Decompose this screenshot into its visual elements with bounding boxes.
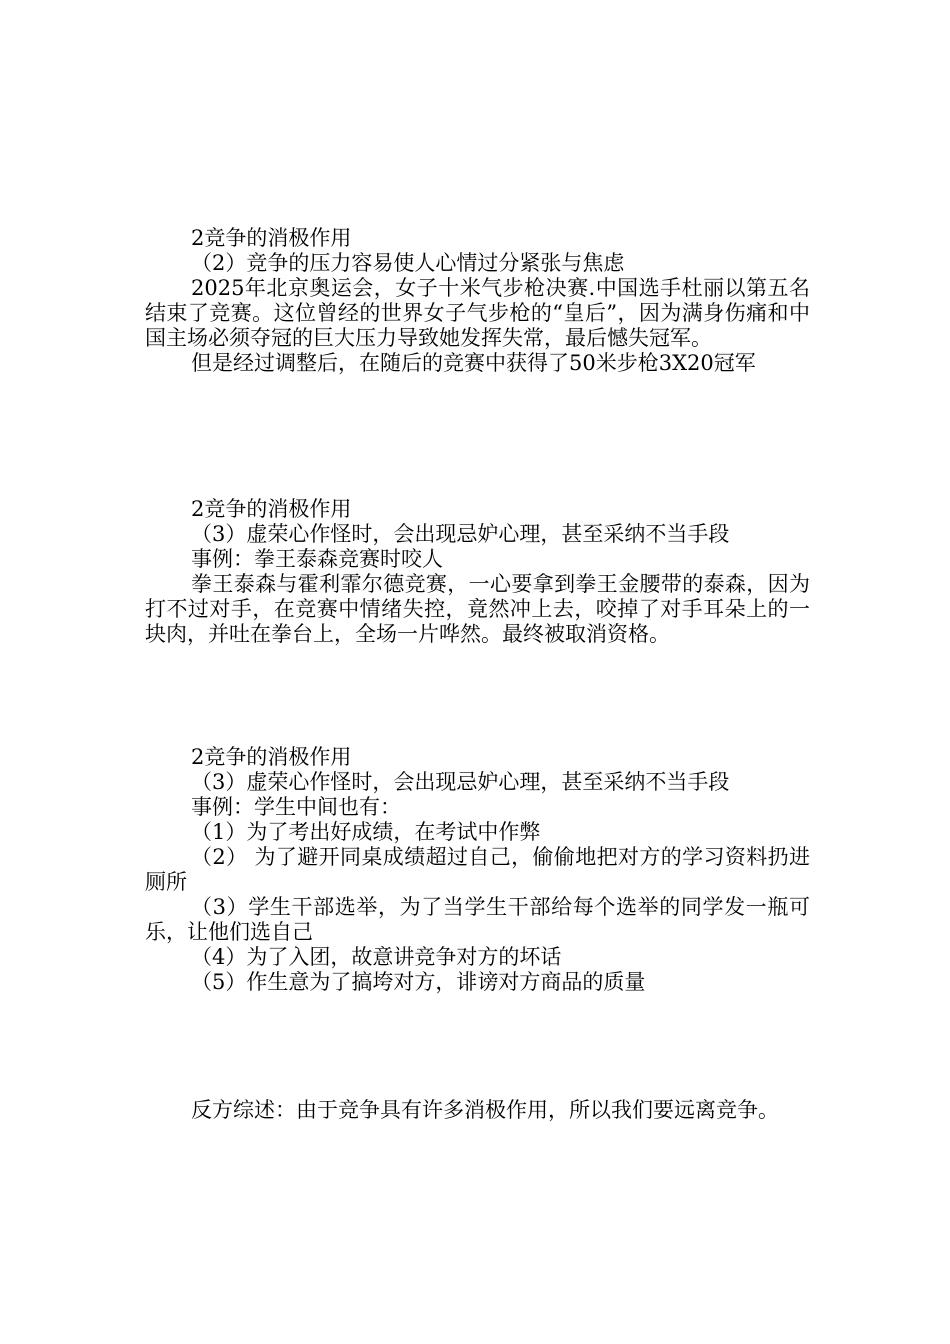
list-item: （3）学生干部选举，为了当学生干部给每个选举的同学发一瓶可乐，让他们选自己 xyxy=(145,895,810,944)
paragraph: 2025年北京奥运会，女子十米气步枪决赛.中国选手杜丽以第五名结束了竞赛。这位曾经的世界女子气步枪的“皇后”，因为满身伤痛和中国主场必须夺冠的巨大压力导致她发挥失常，最后憾失冠军。 xyxy=(145,276,810,350)
section-pressure xyxy=(145,226,810,376)
list-item: （5）作生意为了搞垮对方，诽谤对方商品的质量 xyxy=(191,970,646,994)
paragraph: 但是经过调整后，在随后的竞赛中获得了50米步枪3X20冠军 xyxy=(191,351,756,375)
section-heading: 2竞争的消极作用 xyxy=(191,226,352,250)
list-item: （1）为了考出好成绩，在考试中作弊 xyxy=(191,820,541,844)
section-vanity-students xyxy=(145,745,810,995)
section-heading: 2竞争的消极作用 xyxy=(191,497,352,521)
summary-block xyxy=(145,1098,810,1123)
list-item: （4）为了入团，故意讲竞争对方的坏话 xyxy=(191,945,562,969)
section-subheading: （3）虚荣心作怪时，会出现忌妒心理，甚至采纳不当手段 xyxy=(191,770,730,794)
section-vanity-tyson xyxy=(145,497,810,647)
list-item: （2） 为了避开同桌成绩超过自己，偷偷地把对方的学习资料扔进厕所 xyxy=(145,845,810,894)
example-title: 事例：学生中间也有： xyxy=(191,795,401,819)
section-subheading: （2）竞争的压力容易使人心情过分紧张与焦虑 xyxy=(191,251,625,275)
section-heading: 2竞争的消极作用 xyxy=(191,745,352,769)
section-subheading: （3）虚荣心作怪时，会出现忌妒心理，甚至采纳不当手段 xyxy=(191,522,730,546)
summary-text: 反方综述：由于竞争具有许多消极作用，所以我们要远离竞争。 xyxy=(191,1098,779,1122)
example-title: 事例：拳王泰森竞赛时咬人 xyxy=(191,547,443,571)
paragraph: 拳王泰森与霍利霏尔德竞赛，一心要拿到拳王金腰带的泰森，因为打不过对手，在竞赛中情绪失控，竟然冲上去，咬掉了对手耳朵上的一块肉，并吐在拳台上，全场一片哗然。最终被取消资格。 xyxy=(145,572,810,646)
